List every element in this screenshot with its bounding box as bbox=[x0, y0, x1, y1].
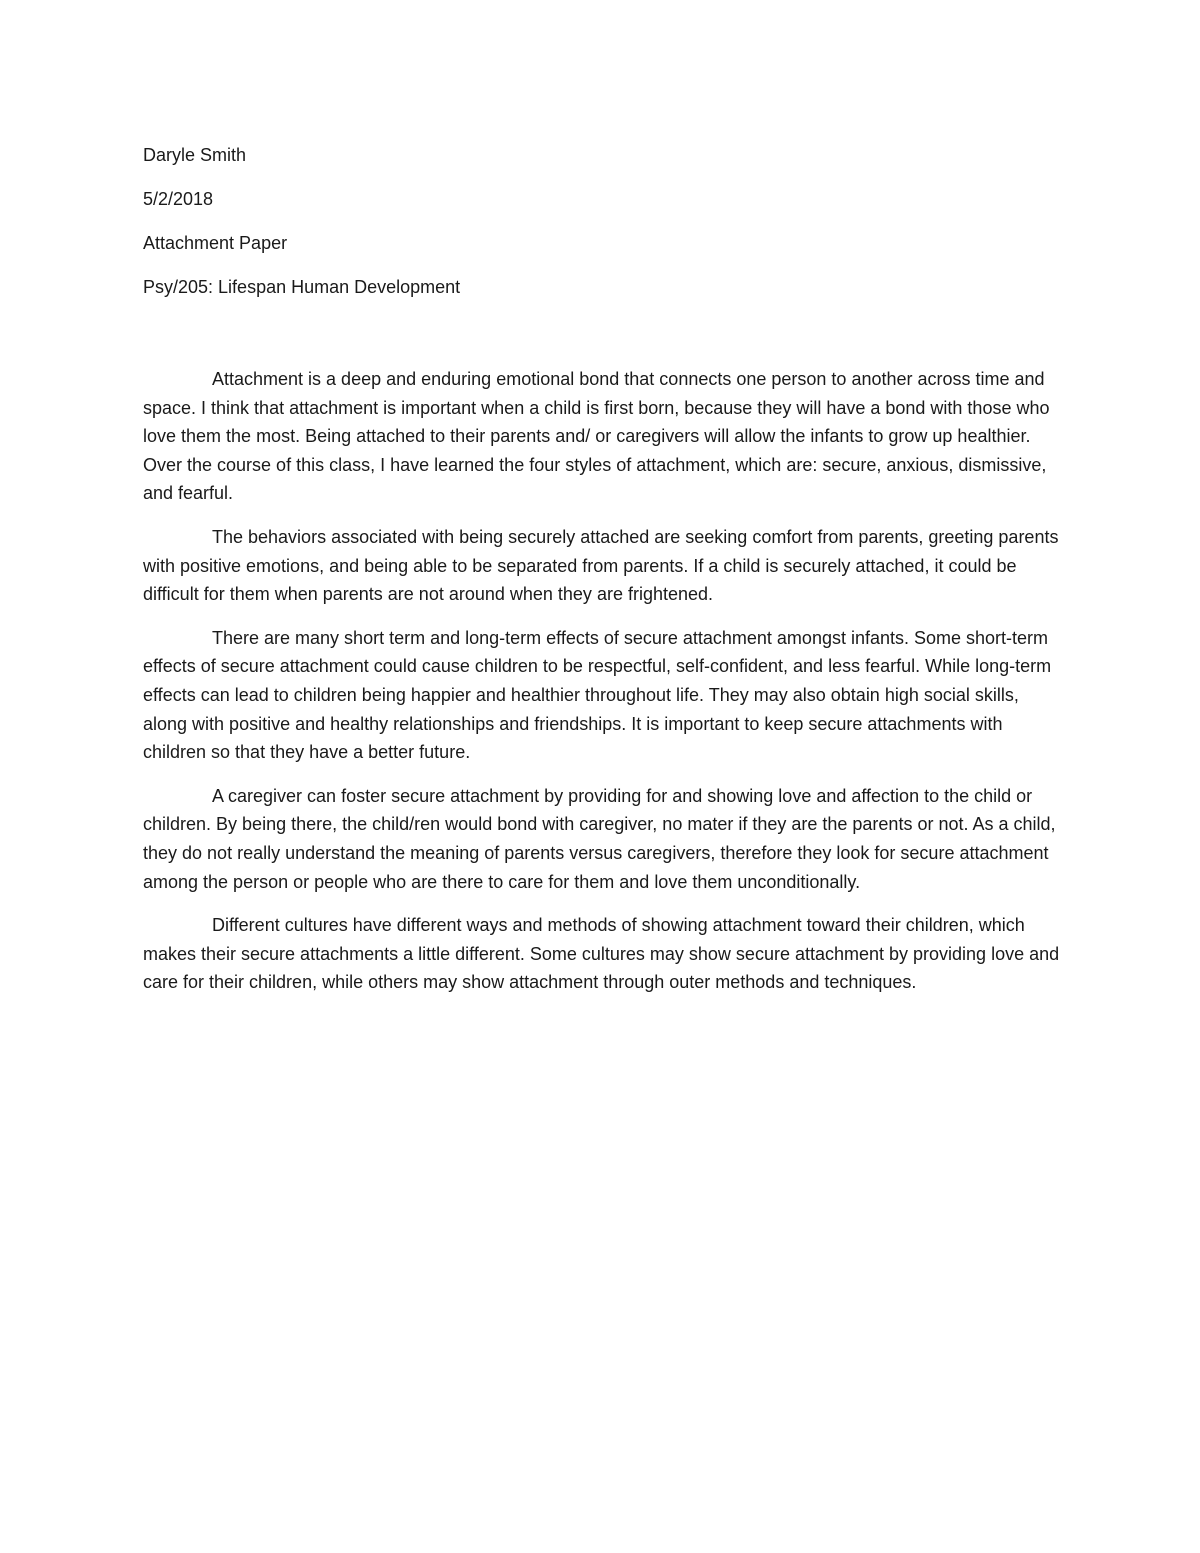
paragraph-5: Different cultures have different ways and methods of showing attachment toward their children, which makes their secure attachments a little different. Some cultures may show secure attachment by providing love and care for their children, while others may show attachment through outer methods and techniques. bbox=[143, 915, 1060, 993]
paragraph-3: There are many short term and long-term effects of secure attachment amongst infants. Some short-term effects of secure attachment could cause children to be respectful, self-confident, and less fearful. While long-term effects can lead to children being happier and healthier throughout life. They may also obtain high social skills, along with positive and healthy relationships and friendships. It is important to keep secure attachments with children so that they have a better future. bbox=[143, 627, 1052, 763]
author-name: Daryle Smith bbox=[143, 145, 247, 165]
paragraph-1: Attachment is a deep and enduring emotional bond that connects one person to another across time and space. I think that attachment is important when a child is first born, because they will have a bond with those who love them the most. Being attached to their parents and/ or caregivers will allow the infants to grow up healthier. Over the course of this class, I have learned the four styles of attachment, which are: secure, anxious, dismissive, and fearful. bbox=[143, 369, 1050, 504]
paragraph-2: The behaviors associated with being securely attached are seeking comfort from parents, greeting parents with positive emotions, and being able to be separated from parents. If a child is securely attached, it could be difficult for them when parents are not around when they are frightened. bbox=[143, 526, 1059, 605]
document-header bbox=[143, 144, 1063, 320]
document-body bbox=[143, 365, 1063, 1012]
document-title: Attachment Paper bbox=[143, 233, 288, 253]
paragraph-4: A caregiver can foster secure attachment by providing for and showing love and affection to the child or children. By being there, the child/ren would bond with caregiver, no mater if they are the parents or not. As a child, they do not really understand the meaning of parents versus caregivers, therefore they look for secure attachment among the person or people who are there to care for them and love them unconditionally. bbox=[143, 785, 1056, 892]
document-date: 5/2/2018 bbox=[143, 189, 214, 209]
course-name: Psy/205: Lifespan Human Development bbox=[143, 277, 461, 297]
